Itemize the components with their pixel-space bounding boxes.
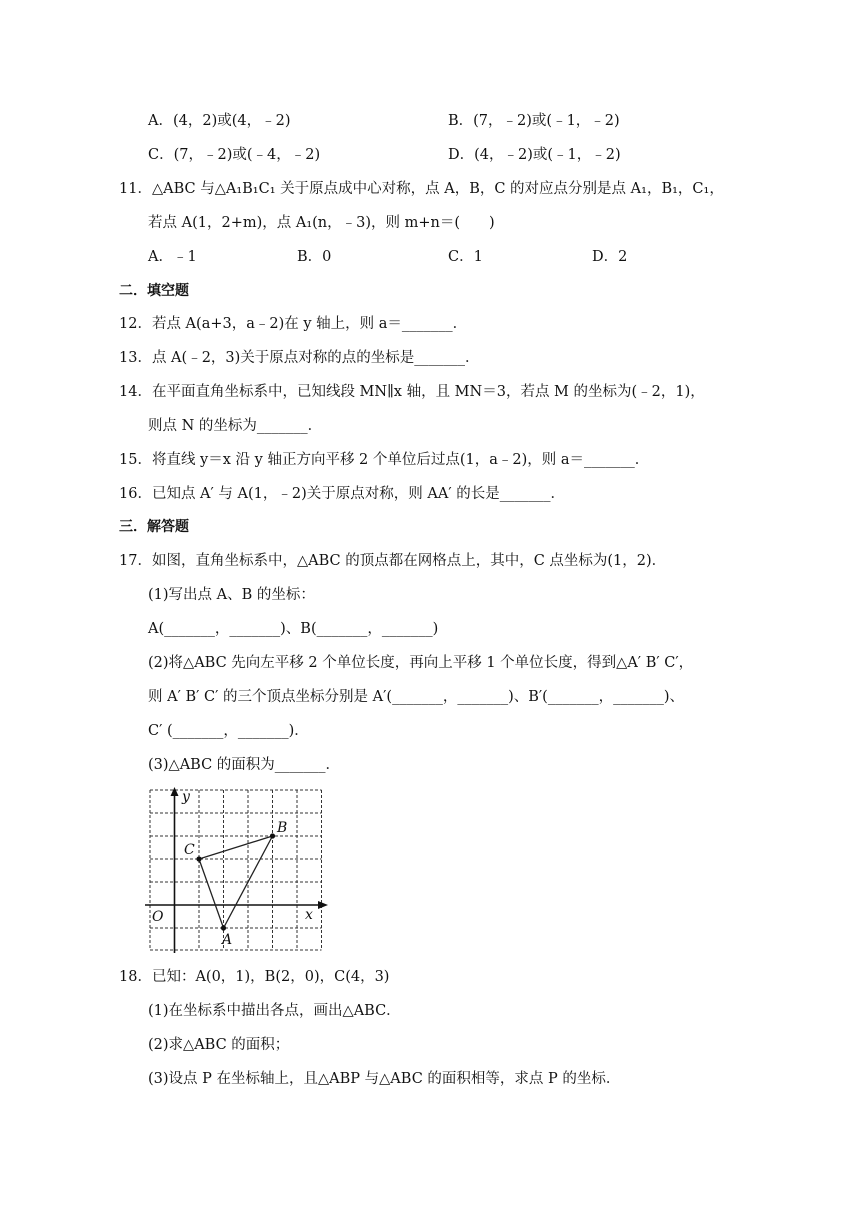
q14-line1: 14．在平面直角坐标系中，已知线段 MN∥x 轴，且 MN＝3，若点 M 的坐标为(﹣2，1)， <box>119 384 705 400</box>
figure-point-c-label: C <box>184 842 195 858</box>
q15: 15．将直线 y＝x 沿 y 轴正方向平移 2 个单位后过点(1，a﹣2)，则 a＝_______． <box>119 452 650 468</box>
figure-point-a-label: A <box>222 932 233 948</box>
q11-option-d: D．2 <box>592 249 628 265</box>
q10-option-a: A．(4，2)或(4，﹣2) <box>148 113 291 129</box>
section-fill-in: 二．填空题 <box>119 283 189 299</box>
q10-option-b: B．(7，﹣2)或(﹣1，﹣2) <box>448 113 620 129</box>
q17-stem: 17．如图，直角坐标系中，△ABC 的顶点都在网格点上，其中，C 点坐标为(1，2)． <box>119 553 667 569</box>
q18-stem: 18．已知：A(0，1)，B(2，0)，C(4，3) <box>119 969 390 985</box>
q17-part1-blanks: A(_______，_______)、B(_______，_______) <box>148 621 439 637</box>
figure-x-axis-label: x <box>305 907 313 923</box>
figure-origin-label: O <box>152 909 164 925</box>
q17-part1: (1)写出点 A、B 的坐标： <box>148 587 315 603</box>
q17-part2-line1: (2)将△ABC 先向左平移 2 个单位长度，再向上平移 1 个单位长度，得到△A′ B′ C′， <box>148 655 694 671</box>
q17-grid-figure <box>140 785 340 955</box>
q18-part1: (1)在坐标系中描出各点，画出△ABC． <box>148 1003 401 1019</box>
q18-part3: (3)设点 P 在坐标轴上，且△ABP 与△ABC 的面积相等，求点 P 的坐标． <box>148 1071 621 1087</box>
q10-option-c: C．(7，﹣2)或(﹣4，﹣2) <box>148 147 321 163</box>
q17-part2-line3: C′ (_______，_______)． <box>148 723 309 739</box>
q13: 13．点 A(﹣2，3)关于原点对称的点的坐标是_______． <box>119 350 480 366</box>
q11-stem-line1: 11．△ABC 与△A₁B₁C₁ 关于原点成中心对称，点 A，B，C 的对应点分别是点 A₁，B₁，C₁， <box>119 181 724 197</box>
section-solutions: 三．解答题 <box>119 519 189 535</box>
figure-y-axis-label: y <box>182 789 190 805</box>
q11-option-a: A．﹣1 <box>148 249 197 265</box>
q11-option-b: B．0 <box>297 249 332 265</box>
q17-part3: (3)△ABC 的面积为_______． <box>148 757 341 773</box>
q16: 16．已知点 A′ 与 A(1，﹣2)关于原点对称，则 AA′ 的长是_______． <box>119 486 565 502</box>
q10-option-d: D．(4，﹣2)或(﹣1，﹣2) <box>448 147 621 163</box>
q14-line2: 则点 N 的坐标为_______． <box>148 418 323 434</box>
figure-point-b-label: B <box>277 820 288 836</box>
q17-part2-line2: 则 A′ B′ C′ 的三个顶点坐标分别是 A′(_______，_______)、B′(_______，_______)、 <box>148 689 684 705</box>
q12: 12．若点 A(a+3，a﹣2)在 y 轴上，则 a＝_______． <box>119 316 468 332</box>
q11-option-c: C．1 <box>448 249 483 265</box>
q18-part2: (2)求△ABC 的面积； <box>148 1037 290 1053</box>
q11-stem-line2: 若点 A(1，2+m)，点 A₁(n，﹣3)，则 m+n＝( ) <box>148 215 495 231</box>
